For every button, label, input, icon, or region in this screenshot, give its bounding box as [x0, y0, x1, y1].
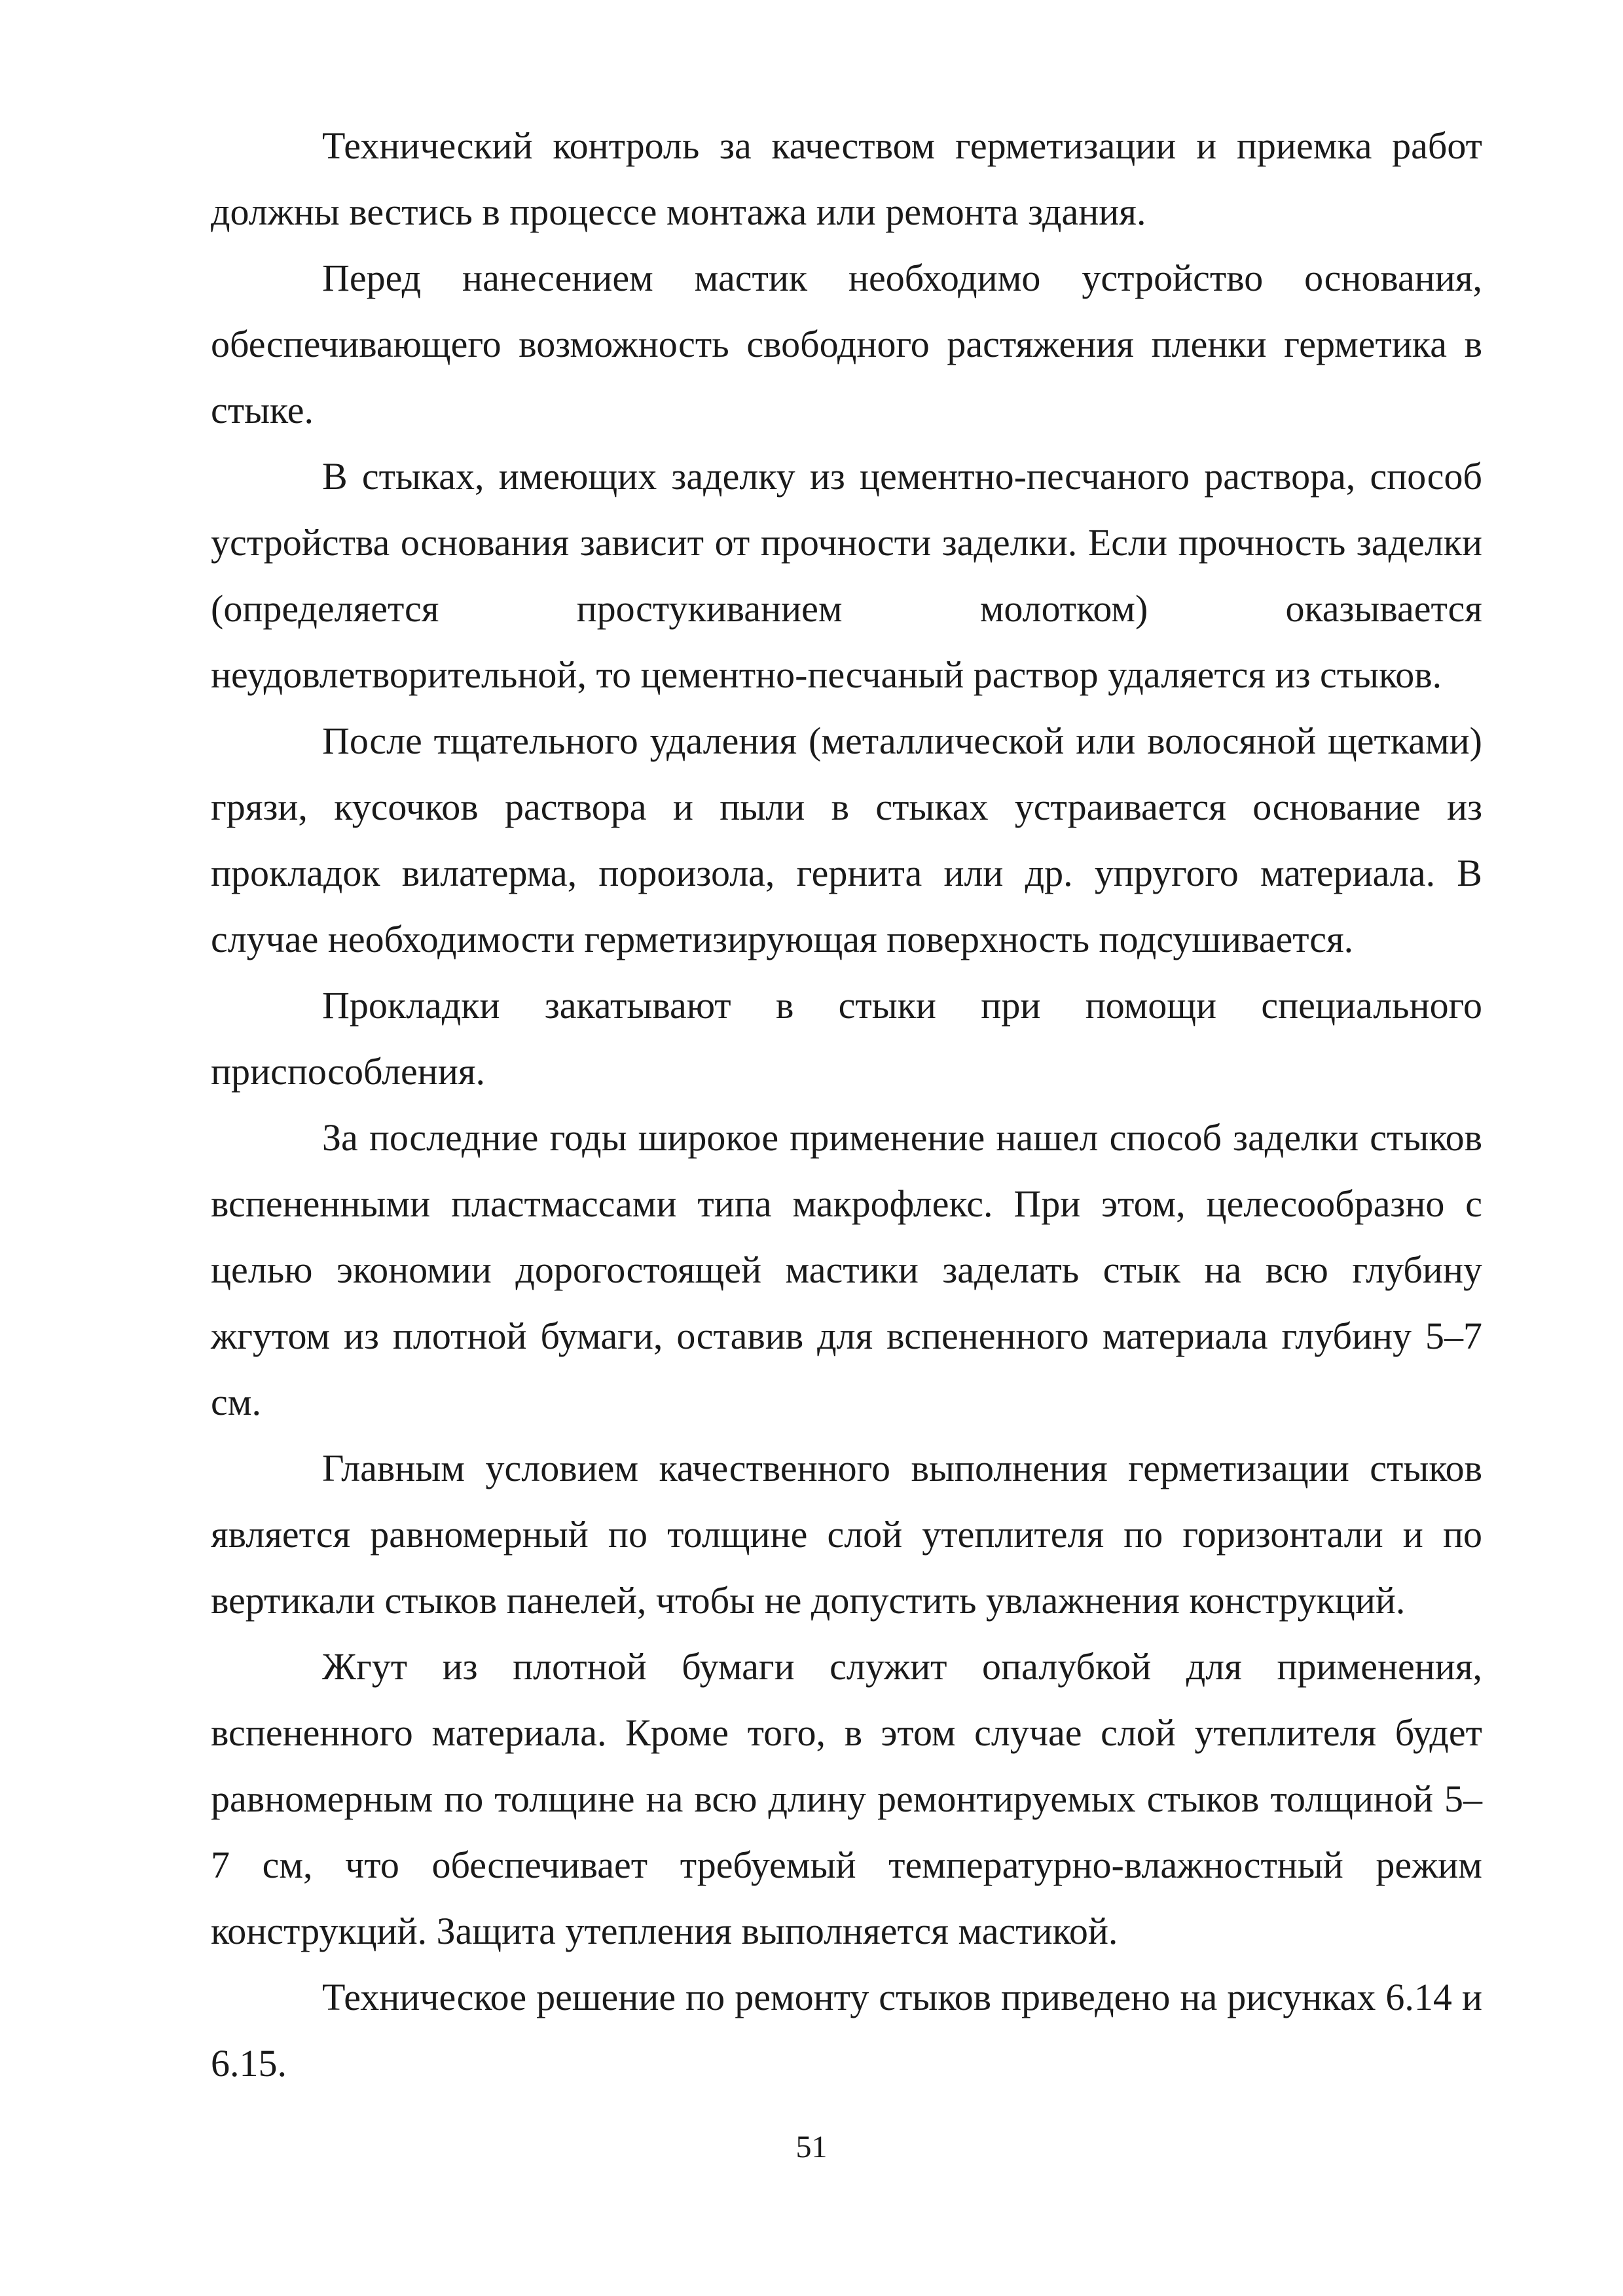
paragraph-paper-tow: Жгут из плотной бумаги служит опалубкой для применения, вспененного материала. Кроме того, в этом случае слой утеплителя будет равномерным по толщине на всю длину ремонтируемых стыков толщиной 5–7 см, что обеспечивает требуемый температурно-влажностный режим конструкций. Защита утепления выполняется мастикой.	[211, 1645, 1482, 1952]
paragraph-cement-joints: В стыках, имеющих заделку из цементно-песчаного раствора, способ устройства основания зависит от прочности заделки. Если прочность заделки (определяется простукиванием молотком) оказывается неудовлетворительной, то цементно-песчаный раствор удаляется из стыков.	[211, 455, 1482, 696]
paragraph-gaskets: Прокладки закатывают в стыки при помощи специального приспособления.	[211, 984, 1482, 1093]
page-number: 51	[795, 2130, 828, 2164]
paragraph-main-condition: Главным условием качественного выполнения герметизации стыков является равномерный по толщине слой утеплителя по горизонтали и по вертикали стыков панелей, чтобы не допустить увлажнения конструкций.	[211, 1447, 1482, 1622]
paragraph-quality-control: Технический контроль за качеством герметизации и приемка работ должны вестись в процессе монтажа или ремонта здания.	[211, 124, 1482, 233]
paragraph-cleaning-joints: После тщательного удаления (металлической или волосяной щетками) грязи, кусочков раствора и пыли в стыках устраивается основание из прокладок вилатерма, пороизола, гернита или др. упругого материала. В случае необходимости герметизирующая поверхность подсушивается.	[211, 720, 1482, 960]
paragraph-technical-solution: Техническое решение по ремонту стыков приведено на рисунках 6.14 и 6.15.	[211, 1976, 1482, 2085]
paragraph-base-preparation: Перед нанесением мастик необходимо устройство основания, обеспечивающего возможность свободного растяжения пленки герметика в стыке.	[211, 257, 1482, 431]
paragraph-foam-plastics: За последние годы широкое применение нашел способ заделки стыков вспененными пластмассами типа макрофлекс. При этом, целесообразно с целью экономии дорогостоящей мастики заделать стык на всю глубину жгутом из плотной бумаги, оставив для вспененного материала глубину 5–7 см.	[211, 1116, 1482, 1423]
document-body	[211, 113, 1482, 2096]
